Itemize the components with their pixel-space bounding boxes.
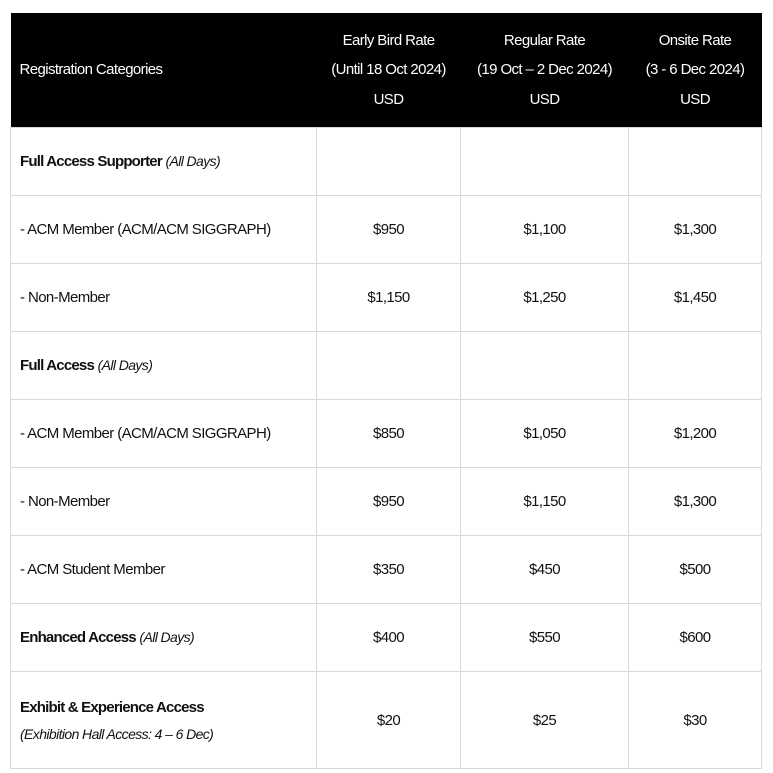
registration-rates-table [10,13,762,769]
category-cell [11,604,317,672]
early-bird-cell: $950 [317,196,461,264]
header-regular-dates: (19 Oct – 2 Dec 2024) [477,61,612,79]
header-regular-currency: USD [529,90,560,108]
early-bird-cell: $400 [317,604,461,672]
header-onsite-title: Onsite Rate [658,31,732,49]
category-title: Exhibit & Experience Access [20,698,204,716]
table-row [11,536,762,604]
regular-cell [461,332,629,400]
onsite-cell [629,128,762,196]
onsite-cell: $1,200 [629,400,762,468]
header-regular-title: Regular Rate [503,31,586,49]
regular-cell: $1,050 [461,400,629,468]
table-row [11,400,762,468]
header-early-bird-rate [317,13,461,128]
category-title: Full Access [20,357,95,374]
onsite-cell: $600 [629,604,762,672]
onsite-cell: $500 [629,536,762,604]
regular-cell: $1,250 [461,264,629,332]
category-label: - ACM Member (ACM/ACM SIGGRAPH) [11,196,317,264]
category-note: (All Days) [165,153,221,169]
category-label: - Non-Member [11,468,317,536]
header-registration-categories: Registration Categories [11,13,317,128]
regular-cell: $1,150 [461,468,629,536]
onsite-cell: $30 [629,672,762,769]
header-regular-rate [461,13,629,128]
category-title: Enhanced Access [20,629,136,646]
table-row [11,604,762,672]
category-title: Full Access Supporter [20,153,162,170]
category-note: (All Days) [97,357,153,373]
category-label: - Non-Member [11,264,317,332]
onsite-cell: $1,300 [629,196,762,264]
regular-cell: $25 [461,672,629,769]
category-label: - ACM Student Member [11,536,317,604]
header-onsite-dates: (3 - 6 Dec 2024) [645,61,745,79]
early-bird-cell [317,128,461,196]
header-early-bird-dates: (Until 18 Oct 2024) [331,61,446,79]
table-row [11,332,762,400]
regular-cell: $1,100 [461,196,629,264]
regular-cell [461,128,629,196]
category-note: (All Days) [139,629,195,645]
early-bird-cell: $850 [317,400,461,468]
header-early-bird-currency: USD [373,90,404,108]
early-bird-cell: $1,150 [317,264,461,332]
regular-cell: $550 [461,604,629,672]
onsite-cell: $1,450 [629,264,762,332]
header-early-bird-title: Early Bird Rate [342,31,435,49]
header-onsite-currency: USD [680,90,710,108]
early-bird-cell: $350 [317,536,461,604]
table-row [11,468,762,536]
table-row [11,128,762,196]
header-row [11,13,762,128]
registration-rates-table-wrapper [10,13,761,769]
table-row [11,196,762,264]
category-label: - ACM Member (ACM/ACM SIGGRAPH) [11,400,317,468]
category-cell [11,128,317,196]
early-bird-cell [317,332,461,400]
category-cell [11,672,317,769]
header-onsite-rate [629,13,762,128]
table-row [11,264,762,332]
table-row [11,672,762,769]
category-cell [11,332,317,400]
early-bird-cell: $20 [317,672,461,769]
onsite-cell: $1,300 [629,468,762,536]
onsite-cell [629,332,762,400]
table-body [11,128,762,769]
early-bird-cell: $950 [317,468,461,536]
table-header [11,13,762,128]
regular-cell: $450 [461,536,629,604]
category-subnote: (Exhibition Hall Access: 4 – 6 Dec) [20,725,214,742]
